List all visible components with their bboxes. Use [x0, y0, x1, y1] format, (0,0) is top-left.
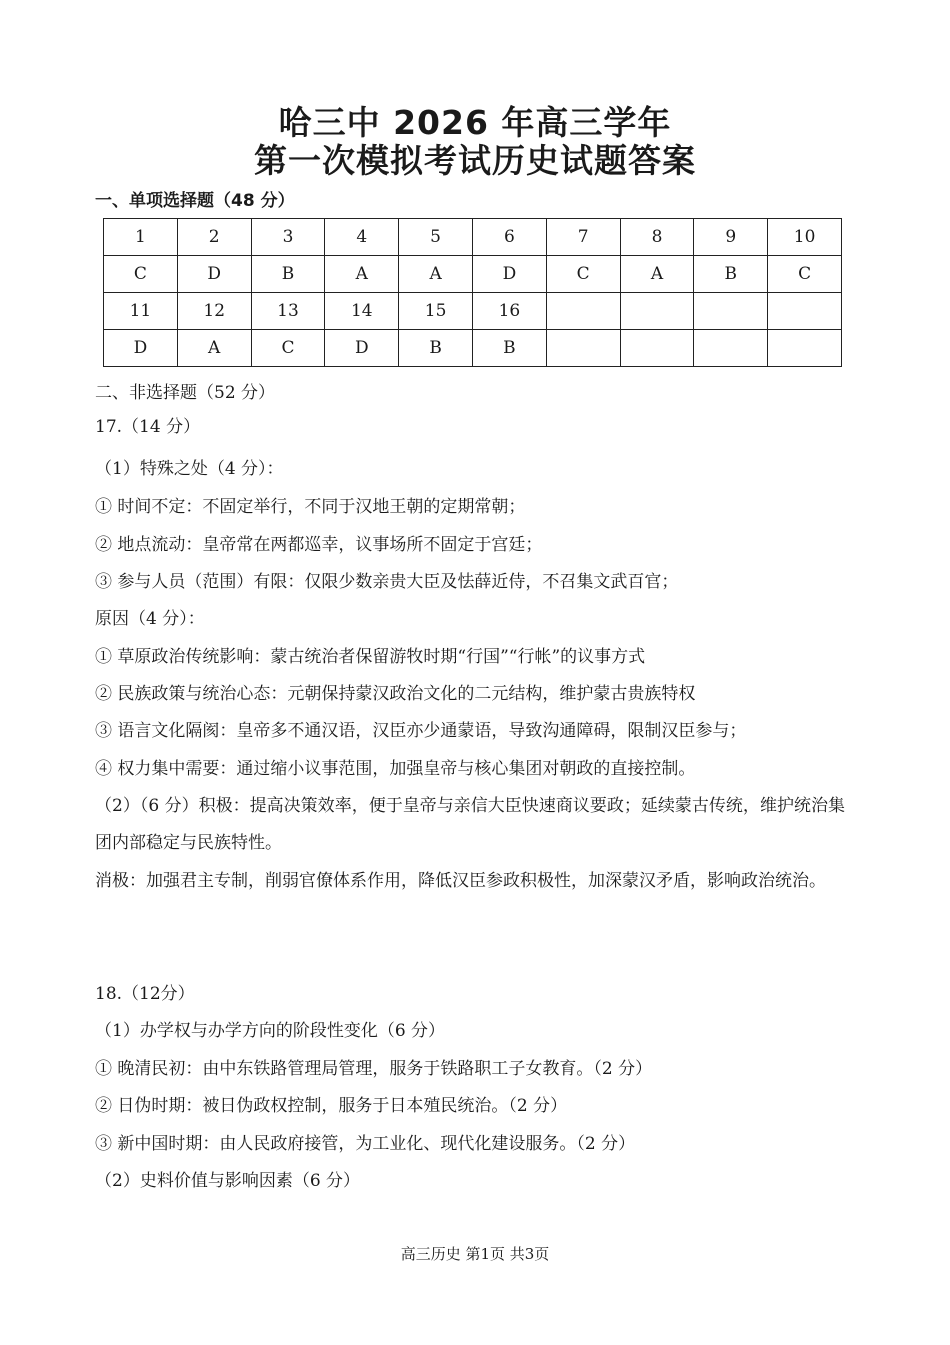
- table-cell: B: [399, 330, 473, 367]
- q18-heading: 18.（12分）: [95, 984, 195, 1004]
- table-row: [104, 219, 842, 256]
- table-row: [104, 256, 842, 293]
- q17-reason-4: ④ 权力集中需要：通过缩小议事范围，加强皇帝与核心集团对朝政的直接控制。: [95, 759, 696, 779]
- q17-reason-1: ① 草原政治传统影响：蒙古统治者保留游牧时期“行国”“行帐”的议事方式: [95, 647, 646, 667]
- table-cell: [620, 293, 694, 330]
- table-cell: 6: [472, 219, 546, 256]
- table-cell: 12: [177, 293, 251, 330]
- page-title-line1: 哈三中 2026 年高三学年: [278, 103, 672, 142]
- table-cell: 10: [768, 219, 842, 256]
- table-cell: B: [694, 256, 768, 293]
- q18-part1-title: （1）办学权与办学方向的阶段性变化（6 分）: [95, 1021, 446, 1041]
- q18-stage-3: ③ 新中国时期：由人民政府接管，为工业化、现代化建设服务。（2 分）: [95, 1134, 636, 1154]
- q18-stage-2: ② 日伪时期：被日伪政权控制，服务于日本殖民统治。（2 分）: [95, 1096, 568, 1116]
- table-cell: [546, 293, 620, 330]
- table-cell: D: [472, 256, 546, 293]
- q17-reason-2: ② 民族政策与统治心态：元朝保持蒙汉政治文化的二元结构，维护蒙古贵族特权: [95, 684, 696, 704]
- table-cell: A: [399, 256, 473, 293]
- answer-table: [103, 218, 842, 367]
- page-footer: 高三历史 第1页 共3页: [400, 1245, 550, 1263]
- table-cell: D: [325, 330, 399, 367]
- table-cell: 13: [251, 293, 325, 330]
- table-row: [104, 293, 842, 330]
- q17-part2-text: （2）（6 分）积极：提高决策效率，便于皇帝与亲信大臣快速商议要政；延续蒙古传统，维护统治集团内部稳定与民族特性。: [95, 796, 845, 853]
- table-cell: 5: [399, 219, 473, 256]
- table-cell: C: [546, 256, 620, 293]
- table-cell: B: [472, 330, 546, 367]
- table-cell: 4: [325, 219, 399, 256]
- q17-special-1: ① 时间不定：不固定举行，不同于汉地王朝的定期常朝；: [95, 497, 526, 517]
- table-cell: C: [104, 256, 178, 293]
- table-cell: D: [177, 256, 251, 293]
- q18-stage-1: ① 晚清民初：由中东铁路管理局管理，服务于铁路职工子女教育。（2 分）: [95, 1059, 653, 1079]
- table-cell: A: [177, 330, 251, 367]
- table-cell: [768, 293, 842, 330]
- table-cell: 1: [104, 219, 178, 256]
- table-row: [104, 330, 842, 367]
- q18-part2-title: （2）史料价值与影响因素（6 分）: [95, 1171, 361, 1191]
- table-cell: 15: [399, 293, 473, 330]
- table-cell: [768, 330, 842, 367]
- q17-special-2: ② 地点流动：皇帝常在两都巡幸，议事场所不固定于宫廷；: [95, 535, 543, 555]
- table-cell: 2: [177, 219, 251, 256]
- page-title-line2: 第一次模拟考试历史试题答案: [254, 141, 696, 180]
- table-cell: C: [251, 330, 325, 367]
- table-cell: 14: [325, 293, 399, 330]
- q17-reason-3: ③ 语言文化隔阂：皇帝多不通汉语，汉臣亦少通蒙语，导致沟通障碍，限制汉臣参与；: [95, 721, 747, 741]
- table-cell: 8: [620, 219, 694, 256]
- q17-reason-title: 原因（4 分）：: [95, 609, 205, 629]
- table-cell: [694, 293, 768, 330]
- table-cell: 11: [104, 293, 178, 330]
- table-cell: A: [620, 256, 694, 293]
- table-cell: 3: [251, 219, 325, 256]
- table-cell: A: [325, 256, 399, 293]
- section2-heading: 二、非选择题（52 分）: [95, 383, 276, 403]
- table-cell: 16: [472, 293, 546, 330]
- table-cell: D: [104, 330, 178, 367]
- table-cell: C: [768, 256, 842, 293]
- q17-heading: 17.（14 分）: [95, 417, 201, 437]
- table-cell: [620, 330, 694, 367]
- q17-special-3: ③ 参与人员（范围）有限：仅限少数亲贵大臣及怯薛近侍，不召集文武百官；: [95, 572, 679, 592]
- q17-part1-title: （1）特殊之处（4 分）：: [95, 459, 284, 479]
- table-cell: 7: [546, 219, 620, 256]
- table-cell: B: [251, 256, 325, 293]
- q17-part2-negative: 消极：加强君主专制，削弱官僚体系作用，降低汉臣参政积极性，加深蒙汉矛盾，影响政治统治。: [95, 871, 826, 891]
- table-cell: [694, 330, 768, 367]
- table-cell: [546, 330, 620, 367]
- section1-heading: 一、单项选择题（48 分）: [95, 191, 295, 211]
- table-cell: 9: [694, 219, 768, 256]
